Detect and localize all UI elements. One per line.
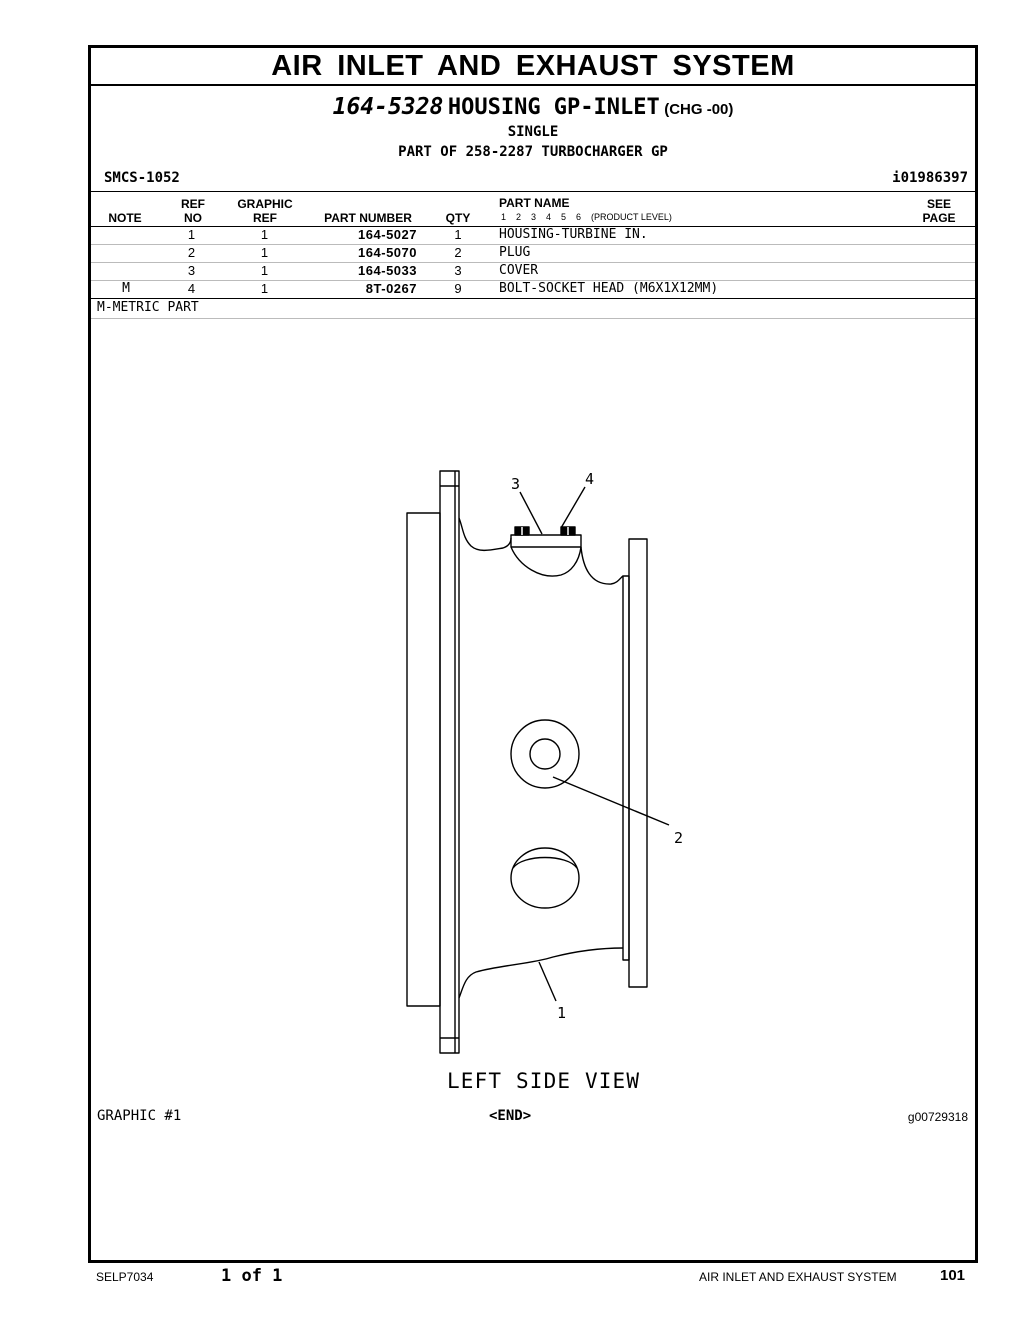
row-part-number[interactable]: 164-5033 [358,263,417,278]
info-id: i01986397 [892,170,968,186]
section-title: AIR INLET AND EXHAUST SYSTEM [271,50,795,82]
row-part-number[interactable]: 164-5027 [358,227,417,242]
plug [530,739,560,769]
row-graphic-ref: 1 [260,245,269,260]
row-part-name: PLUG [499,245,531,260]
col-see-top: SEE [926,197,951,211]
group-part-title: HOUSING GP-INLET [447,95,660,120]
col-ref-bottom: NO [184,211,202,225]
left-flange [440,471,459,1053]
row-note: M [122,281,130,296]
right-neck [623,576,629,960]
footer-section: AIR INLET AND EXHAUST SYSTEM [699,1270,897,1284]
plug-boss [511,720,579,788]
group-part-number: 164-5328 [332,94,444,120]
row-qty: 2 [454,245,462,260]
row-qty: 1 [454,227,462,242]
view-label: LEFT SIDE VIEW [447,1069,639,1093]
left-outer-plate [407,513,440,1006]
row-ref: 3 [187,263,196,278]
col-part-number: PART NUMBER [324,211,412,225]
col-graphic-bottom: REF [253,211,277,225]
callout-label: 3 [511,475,521,493]
callout-label: 2 [674,829,684,847]
col-see-bottom: PAGE [922,211,956,225]
col-graphic-top: GRAPHIC [237,197,293,211]
row-part-number[interactable]: 8T-0267 [365,281,417,296]
row-part-name: BOLT-SOCKET HEAD (M6X1X12MM) [499,281,719,296]
row-part-number[interactable]: 164-5070 [358,245,417,260]
cover [511,535,581,547]
arrangement-label: SINGLE [507,124,559,140]
row-part-name: HOUSING-TURBINE IN. [499,227,648,242]
parent-group-label: PART OF 258-2287 TURBOCHARGER GP [398,144,668,160]
col-note: NOTE [108,211,142,225]
leader-line [539,962,556,1001]
row-qty: 3 [454,263,462,278]
end-marker: <END> [489,1108,532,1124]
row-graphic-ref: 1 [260,281,269,296]
footer-doc-id: SELP7034 [96,1270,154,1284]
footer-page-number: 101 [940,1267,966,1284]
row-graphic-ref: 1 [260,227,269,242]
change-level: (CHG -00) [664,101,734,118]
smcs-code: SMCS-1052 [104,170,180,186]
col-product-level: 1 2 3 4 5 6 (PRODUCT LEVEL) [501,212,672,222]
row-ref: 4 [187,281,196,296]
metric-note: M-METRIC PART [97,300,199,315]
leader-line [561,487,585,528]
parts-illustration [91,48,975,1260]
row-ref: 2 [187,245,196,260]
footer-page-of: 1 of 1 [221,1266,283,1286]
graphic-label: GRAPHIC #1 [97,1108,182,1124]
page-frame [88,45,978,1263]
callout-label: 4 [585,470,595,488]
row-part-name: COVER [499,263,539,278]
row-ref: 1 [187,227,196,242]
right-flange [629,539,647,987]
col-qty: QTY [445,211,471,225]
col-ref-top: REF [181,197,205,211]
row-graphic-ref: 1 [260,263,269,278]
callout-label: 1 [557,1004,567,1022]
row-qty: 9 [454,281,462,296]
graphic-id: g00729318 [907,1110,968,1124]
leader-line [553,777,669,825]
col-part-name: PART NAME [499,196,570,210]
